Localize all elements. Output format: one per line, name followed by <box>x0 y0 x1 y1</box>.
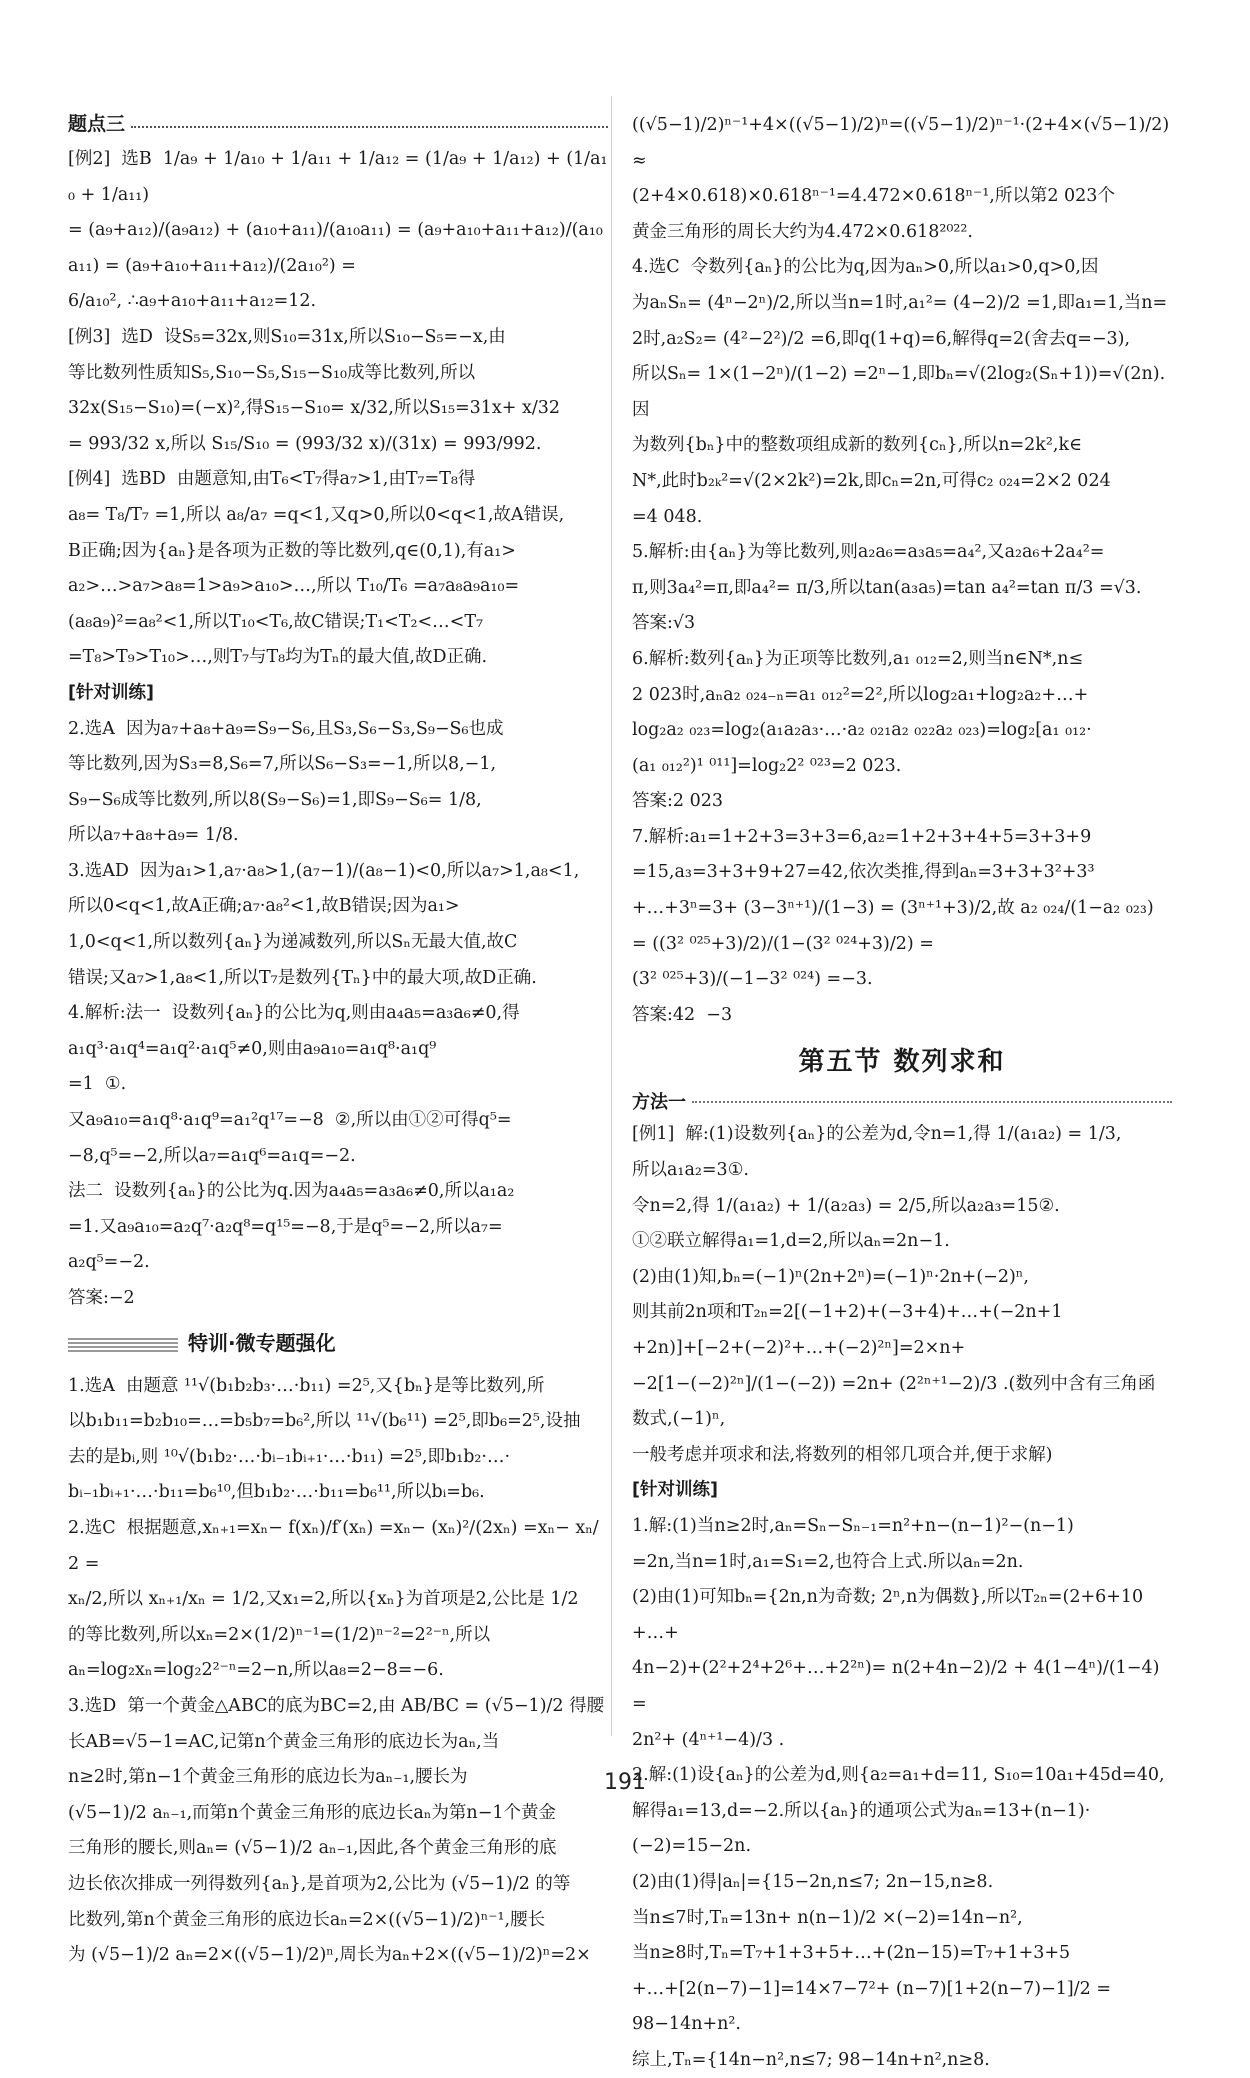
text-line: 所以a₇+a₈+a₉= 1/8. <box>68 825 239 846</box>
text-line: ①②联立解得a₁=1,d=2,所以aₙ=2n−1. <box>632 1231 950 1252</box>
banner-lines <box>68 1369 608 1974</box>
text-line: π,则3a₄²=π,即a₄²= π/3,所以tan(a₃a₅)=tan a₄²=tan π/3 =√3. <box>632 577 1142 598</box>
text-line: 所以0<q<1,故A正确;a₇·a₈²<1,故B错误;因为a₁> <box>68 896 460 917</box>
text-line: (a₁ ₀₁₂²)¹ ⁰¹¹]=log₂2² ⁰²³=2 023. <box>632 755 902 776</box>
text-line: 3.选D 第一个黄金△ABC的底为BC=2,由 AB/BC = (√5−1)/2 得腰 <box>68 1695 605 1716</box>
text-line: 当n≥8时,Tₙ=T₇+1+3+5+…+(2n−15)=T₇+1+3+5 <box>632 1943 1071 1964</box>
text-line: [例1] 解:(1)设数列{aₙ}的公差为d,令n=1,得 1/(a₁a₂) = 1/3, <box>632 1124 1122 1145</box>
text-line: =2n,当n=1时,a₁=S₁=2,也符合上式.所以aₙ=2n. <box>632 1551 1024 1572</box>
text-line: 令n=2,得 1/(a₁a₂) + 1/(a₂a₃) = 2/5,所以a₂a₃=15②. <box>632 1195 1060 1216</box>
text-line: 为数列{bₙ}中的整数项组成新的数列{cₙ},所以n=2k²,k∈ <box>632 435 1083 456</box>
text-line: 以b₁b₁₁=b₂b₁₀=…=b₅b₇=b₆²,所以 ¹¹√(b₆¹¹) =2⁵,即b₆=2⁵,设抽 <box>68 1411 581 1432</box>
left-example-lines <box>68 142 608 676</box>
practice-heading: [针对训练] <box>632 1480 718 1501</box>
text-line: (2)由(1)得|aₙ|={15−2n,n≤7; 2n−15,n≥8. <box>632 1871 994 1892</box>
method-lines <box>632 1117 1172 1473</box>
text-line: 长AB=√5−1=AC,记第n个黄金三角形的底边长为aₙ,当 <box>68 1731 500 1752</box>
text-line: 为aₙSₙ= (4ⁿ−2ⁿ)/2,所以当n=1时,a₁²= (4−2)/2 =1,即a₁=1,当n= <box>632 292 1168 313</box>
text-line: 5.解析:由{aₙ}为等比数列,则a₂a₆=a₃a₅=a₄²,又a₂a₆+2a₄²= <box>632 542 1105 563</box>
text-line: a₁q³·a₁q⁴=a₁q²·a₁q⁵≠0,则由a₉a₁₀=a₁q⁸·a₁q⁹ <box>68 1038 437 1059</box>
right-column <box>632 108 1172 2078</box>
text-line: a₈= T₈/T₇ =1,所以 a₈/a₇ =q<1,又q>0,所以0<q<1,故A错误, <box>68 504 565 525</box>
dotted-rule <box>692 1101 1172 1103</box>
text-line: 2时,a₂S₂= (4²−2²)/2 =6,即q(1+q)=6,解得q=2(舍去q=−3), <box>632 328 1131 349</box>
text-line: 的等比数列,所以xₙ=2×(1/2)ⁿ⁻¹=(1/2)ⁿ⁻²=2²⁻ⁿ,所以 <box>68 1624 491 1645</box>
text-line: 2n²+ (4ⁿ⁺¹−4)/3 . <box>632 1729 785 1750</box>
text-line: =T₈>T₉>T₁₀>…,则T₇与T₈均为Tₙ的最大值,故D正确. <box>68 647 488 668</box>
text-line: (2)由(1)可知bₙ={2n,n为奇数; 2ⁿ,n为偶数},所以T₂ₙ=(2+6+10+…+ <box>632 1587 1144 1643</box>
text-line: 3.选AD 因为a₁>1,a₇·a₈>1,(a₇−1)/(a₈−1)<0,所以a₇>1,a₈<1, <box>68 860 580 881</box>
column-divider <box>611 96 612 1736</box>
text-line: aₙ=log₂xₙ=log₂2²⁻ⁿ=2−n,所以a₈=2−8=−6. <box>68 1660 444 1681</box>
text-line: 98−14n+n². <box>632 2014 741 2035</box>
text-line: 2.解:(1)设{aₙ}的公差为d,则{a₂=a₁+d=11, S₁₀=10a₁+45d=40, <box>632 1765 1165 1786</box>
text-line: 三角形的腰长,则aₙ= (√5−1)/2 aₙ₋₁,因此,各个黄金三角形的底 <box>68 1838 557 1859</box>
text-line: 又a₉a₁₀=a₁q⁸·a₁q⁹=a₁²q¹⁷=−8 ②,所以由①②可得q⁵= <box>68 1110 512 1131</box>
text-line: B正确;因为{aₙ}是各项为正数的等比数列,q∈(0,1),有a₁> <box>68 540 516 561</box>
text-line: 2.选C 根据题意,xₙ₊₁=xₙ− f(xₙ)/f′(xₙ) =xₙ− (xₙ)²/(2xₙ) =xₙ− xₙ/2 = <box>68 1517 599 1574</box>
text-line: 7.解析:a₁=1+2+3=3+3=6,a₂=1+2+3+4+5=3+3+9 <box>632 826 1092 847</box>
right-practice-lines <box>632 1509 1172 2078</box>
text-line: 边长依次排成一列得数列{aₙ},是首项为2,公比为 (√5−1)/2 的等 <box>68 1873 571 1894</box>
text-line: a₂q⁵=−2. <box>68 1252 150 1273</box>
text-line: 4.选C 令数列{aₙ}的公比为q,因为aₙ>0,所以a₁>0,q>0,因 <box>632 257 1099 278</box>
text-line: +…+3ⁿ=3+ (3−3ⁿ⁺¹)/(1−3) = (3ⁿ⁺¹+3)/2,故 a₂ ₀₂₄/(1−a₂ ₀₂₃) = ((3² ⁰²⁵+3)/2)/(1−(3² ⁰²⁴+3)/2) = <box>632 898 1160 954</box>
text-line: 4.解析:法一 设数列{aₙ}的公比为q,则由a₄a₅=a₃a₆≠0,得 <box>68 1003 520 1024</box>
text-line: xₙ/2,所以 xₙ₊₁/xₙ = 1/2,又x₁=2,所以{xₙ}为首项是2,公比是 1/2 <box>68 1589 579 1610</box>
method-heading-label: 方法一 <box>632 1091 686 1113</box>
special-training-banner <box>68 1325 608 1363</box>
banner-title: 特训·微专题强化 <box>188 1330 336 1355</box>
text-line: −2[1−(−2)²ⁿ]/(1−(−2)) =2n+ (2²ⁿ⁺¹−2)/3 .(数列中含有三角函数式,(−1)ⁿ, <box>632 1373 1156 1430</box>
left-practice-lines <box>68 712 608 1317</box>
text-line: 解得a₁=13,d=−2.所以{aₙ}的通项公式为aₙ=13+(n−1)· <box>632 1800 1091 1821</box>
text-line: 2 023时,aₙa₂ ₀₂₄₋ₙ=a₁ ₀₁₂²=2²,所以log₂a₁+log₂a₂+…+ <box>632 684 1089 705</box>
text-line: 所以Sₙ= 1×(1−2ⁿ)/(1−2) =2ⁿ−1,即bₙ=√(2log₂(Sₙ+1))=√(2n).因 <box>632 364 1166 420</box>
text-line: 6.解析:数列{aₙ}为正项等比数列,a₁ ₀₁₂=2,则当n∈N*,n≤ <box>632 648 1084 669</box>
dotted-rule <box>131 126 608 128</box>
text-line: 一般考虑并项求和法,将数列的相邻几项合并,便于求解) <box>632 1444 1053 1465</box>
text-line: =1 ①. <box>68 1074 127 1095</box>
text-line: (−2)=15−2n. <box>632 1836 752 1857</box>
text-line: 则其前2n项和T₂ₙ=2[(−1+2)+(−3+4)+…+(−2n+1 <box>632 1302 1063 1323</box>
text-line: 当n≤7时,Tₙ=13n+ n(n−1)/2 ×(−2)=14n−n², <box>632 1907 1023 1928</box>
text-line: +…+[2(n−7)−1]=14×7−7²+ (n−7)[1+2(n−7)−1]/2 = <box>632 1978 1111 1999</box>
text-line: 比数列,第n个黄金三角形的底边长aₙ=2×((√5−1)/2)ⁿ⁻¹,腰长 <box>68 1909 546 1930</box>
text-line: 6/a₁₀², ∴a₉+a₁₀+a₁₁+a₁₂=12. <box>68 291 317 312</box>
text-line: 错误;又a₇>1,a₈<1,所以T₇是数列{Tₙ}中的最大项,故D正确. <box>68 967 537 988</box>
text-line: bᵢ₋₁bᵢ₊₁·…·b₁₁=b₆¹⁰,但b₁b₂·…·b₁₁=b₆¹¹,所以bᵢ=b₆. <box>68 1482 485 1503</box>
text-line: = (a₉+a₁₂)/(a₉a₁₂) + (a₁₀+a₁₁)/(a₁₀a₁₁) = (a₉+a₁₀+a₁₁+a₁₂)/(a₁₀a₁₁) = (a₉+a₁₀+a₁₁+a₁₂)/(2a₁₀²) = <box>68 220 603 276</box>
text-line: +2n)]+[−2+(−2)²+…+(−2)²ⁿ]=2×n+ <box>632 1338 966 1358</box>
text-line: 为 (√5−1)/2 aₙ=2×((√5−1)/2)ⁿ,周长为aₙ+2×((√5−1)/2)ⁿ=2× <box>68 1945 591 1966</box>
text-line: −8,q⁵=−2,所以a₇=a₁q⁶=a₁q=−2. <box>68 1145 356 1166</box>
text-line: n≥2时,第n−1个黄金三角形的底边长为aₙ₋₁,腰长为 <box>68 1767 468 1788</box>
banner-stripe <box>68 1336 178 1352</box>
text-line: 法二 设数列{aₙ}的公比为q.因为a₄a₅=a₃a₆≠0,所以a₁a₂ <box>68 1181 515 1202</box>
text-line: =1.又a₉a₁₀=a₂q⁷·a₂q⁸=q¹⁵=−8,于是q⁵=−2,所以a₇= <box>68 1216 503 1237</box>
text-line: 1,0<q<1,所以数列{aₙ}为递减数列,所以Sₙ无最大值,故C <box>68 932 518 953</box>
text-line: (3² ⁰²⁵+3)/(−1−3² ⁰²⁴) =−3. <box>632 969 873 990</box>
text-line: log₂a₂ ₀₂₃=log₂(a₁a₂a₃·…·a₂ ₀₂₁a₂ ₀₂₂a₂ ₀₂₃)=log₂[a₁ ₀₁₂· <box>632 720 1092 741</box>
text-line: 2.选A 因为a₇+a₈+a₉=S₉−S₆,且S₃,S₆−S₃,S₉−S₆也成 <box>68 718 504 739</box>
text-line: (2)由(1)知,bₙ=(−1)ⁿ(2n+2ⁿ)=(−1)ⁿ·2n+(−2)ⁿ, <box>632 1266 1029 1287</box>
text-line: 去的是bᵢ,则 ¹⁰√(b₁b₂·…·bᵢ₋₁bᵢ₊₁·…·b₁₁) =2⁵,即b₁b₂·…· <box>68 1446 511 1467</box>
text-line: =15,a₃=3+3+9+27=42,依次类推,得到aₙ=3+3+3²+3³ <box>632 862 1095 883</box>
text-line: S₉−S₆成等比数列,所以8(S₉−S₆)=1,即S₉−S₆= 1/8, <box>68 789 482 810</box>
text-line: 4n−2)+(2²+2⁴+2⁶+…+2²ⁿ)= n(2+4n−2)/2 + 4(1−4ⁿ)/(1−4) = <box>632 1658 1165 1714</box>
text-line: 1.选A 由题意 ¹¹√(b₁b₂b₃·…·b₁₁) =2⁵,又{bₙ}是等比数列,所 <box>68 1375 545 1396</box>
text-line: 所以a₁a₂=3①. <box>632 1160 749 1181</box>
section-heading-label: 题点三 <box>68 113 126 136</box>
text-line: [例4] 选BD 由题意知,由T₆<T₇得a₇>1,由T₇=T₈得 <box>68 469 476 490</box>
section-heading <box>68 108 608 142</box>
text-line: 综上,Tₙ={14n−n²,n≤7; 98−14n+n²,n≥8. <box>632 2049 990 2070</box>
text-line: (2+4×0.618)×0.618ⁿ⁻¹=4.472×0.618ⁿ⁻¹,所以第2 023个 <box>632 186 1115 207</box>
page-number: 191 <box>604 1770 646 1795</box>
text-line: 等比数列性质知S₅,S₁₀−S₅,S₁₅−S₁₀成等比数列,所以 <box>68 362 476 383</box>
text-line: = 993/32 x,所以 S₁₅/S₁₀ = (993/32 x)/(31x) = 993/992. <box>68 433 542 454</box>
left-column <box>68 108 608 1974</box>
text-line: 等比数列,因为S₃=8,S₆=7,所以S₆−S₃=−1,所以8,−1, <box>68 754 497 775</box>
text-line: 黄金三角形的周长大约为4.472×0.618²⁰²². <box>632 221 973 242</box>
text-line: 答案:42 −3 <box>632 1004 733 1025</box>
text-line: ((√5−1)/2)ⁿ⁻¹+4×((√5−1)/2)ⁿ=((√5−1)/2)ⁿ⁻¹·(2+4×(√5−1)/2)≈ <box>632 115 1170 171</box>
text-line: 答案:−2 <box>68 1288 135 1308</box>
text-line: (a₈a₉)²=a₈²<1,所以T₁₀<T₆,故C错误;T₁<T₂<…<T₇ <box>68 611 484 632</box>
right-solution-lines <box>632 108 1172 1033</box>
text-line: =4 048. <box>632 506 703 527</box>
practice-heading: [针对训练] <box>68 682 154 703</box>
method-heading <box>632 1087 1172 1117</box>
text-line: [例3] 选D 设S₅=32x,则S₁₀=31x,所以S₁₀−S₅=−x,由 <box>68 326 506 347</box>
text-line: N*,此时b₂ₖ²=√(2×2k²)=2k,即cₙ=2n,可得c₂ ₀₂₄=2×2 024 <box>632 470 1111 491</box>
text-line: 答案:√3 <box>632 613 696 634</box>
text-line: 答案:2 023 <box>632 791 723 812</box>
text-line: 32x(S₁₅−S₁₀)=(−x)²,得S₁₅−S₁₀= x/32,所以S₁₅=31x+ x/32 <box>68 398 561 419</box>
text-line: [例2] 选B 1/a₉ + 1/a₁₀ + 1/a₁₁ + 1/a₁₂ = (1/a₉ + 1/a₁₂) + (1/a₁₀ + 1/a₁₁) <box>68 149 608 205</box>
text-line: a₂>…>a₇>a₈=1>a₉>a₁₀>…,所以 T₁₀/T₆ =a₇a₈a₉a₁₀= <box>68 576 520 597</box>
section-title: 第五节 数列求和 <box>798 1047 1006 1078</box>
text-line: (√5−1)/2 aₙ₋₁,而第n个黄金三角形的底边长aₙ为第n−1个黄金 <box>68 1802 556 1823</box>
text-line: 1.解:(1)当n≥2时,aₙ=Sₙ−Sₙ₋₁=n²+n−(n−1)²−(n−1) <box>632 1515 1074 1536</box>
